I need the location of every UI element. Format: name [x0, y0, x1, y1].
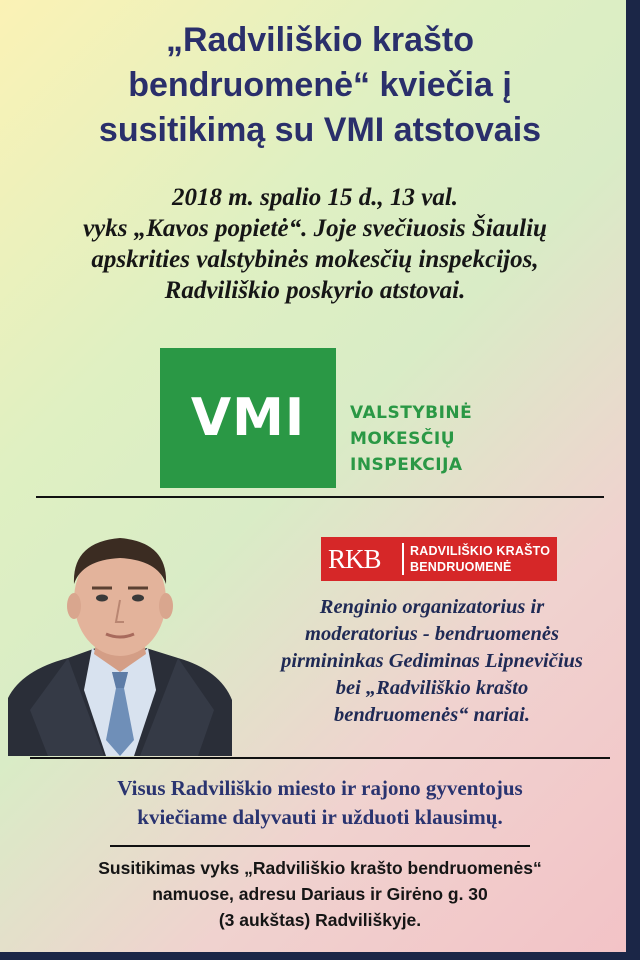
vmi-logo-line: VALSTYBINĖ — [350, 403, 473, 423]
frame-border-bottom — [0, 952, 640, 960]
event-line: Radviliškio poskyrio atstovai. — [164, 277, 466, 304]
address-line: namuose, adresu Dariaus ir Girėno g. 30 — [152, 884, 488, 904]
organizer-line: Renginio organizatorius ir — [319, 596, 545, 618]
headline — [20, 18, 620, 153]
event-line: apskrities valstybinės mokesčių inspekcijos, — [91, 246, 539, 273]
vmi-logo-text — [350, 400, 472, 478]
headline-line: „Radviliškio krašto — [165, 21, 474, 59]
vmi-logo-line: INSPEKCIJA — [350, 455, 463, 475]
divider — [110, 845, 530, 847]
address-text — [20, 855, 620, 933]
vmi-logo-line: MOKESČIŲ — [350, 429, 456, 449]
organizer-text — [240, 594, 624, 729]
rkb-logo-line: BENDRUOMENĖ — [410, 560, 512, 574]
organizer-line: pirmininkas Gediminas Lipnevičius — [281, 650, 583, 672]
rkb-logo-separator — [402, 543, 404, 575]
portrait-photo — [8, 520, 232, 756]
event-details — [10, 182, 620, 306]
headline-line: bendruomenė“ kviečia į — [128, 66, 512, 104]
organizer-line: moderatorius - bendruomenės — [305, 623, 559, 645]
rkb-logo-mark: RKB — [328, 543, 381, 574]
organizer-line: bei „Radviliškio krašto — [335, 677, 529, 699]
event-line: vyks „Kavos popietė“. Joje svečiuosis Šiaulių — [83, 215, 547, 242]
organizer-line: bendruomenės“ nariai. — [334, 704, 530, 726]
invitation-line: Visus Radviliškio miesto ir rajono gyventojus — [117, 776, 523, 800]
address-line: Susitikimas vyks „Radviliškio krašto bendruomenės“ — [98, 858, 542, 878]
rkb-logo — [321, 537, 557, 581]
rkb-logo-line: RADVILIŠKIO KRAŠTO — [410, 544, 551, 558]
vmi-logo — [160, 348, 336, 488]
rkb-logo-text — [410, 543, 550, 575]
divider — [30, 757, 610, 759]
address-line: (3 aukštas) Radviliškyje. — [218, 910, 422, 930]
vmi-logo-letters: VMI — [190, 388, 306, 448]
frame-border-right — [626, 0, 640, 960]
divider — [36, 496, 604, 498]
event-line: 2018 m. spalio 15 d., 13 val. — [171, 184, 459, 211]
invitation-line: kviečiame dalyvauti ir užduoti klausimų. — [137, 805, 503, 829]
invitation-text — [20, 774, 620, 832]
headline-line: susitikimą su VMI atstovais — [98, 111, 542, 149]
